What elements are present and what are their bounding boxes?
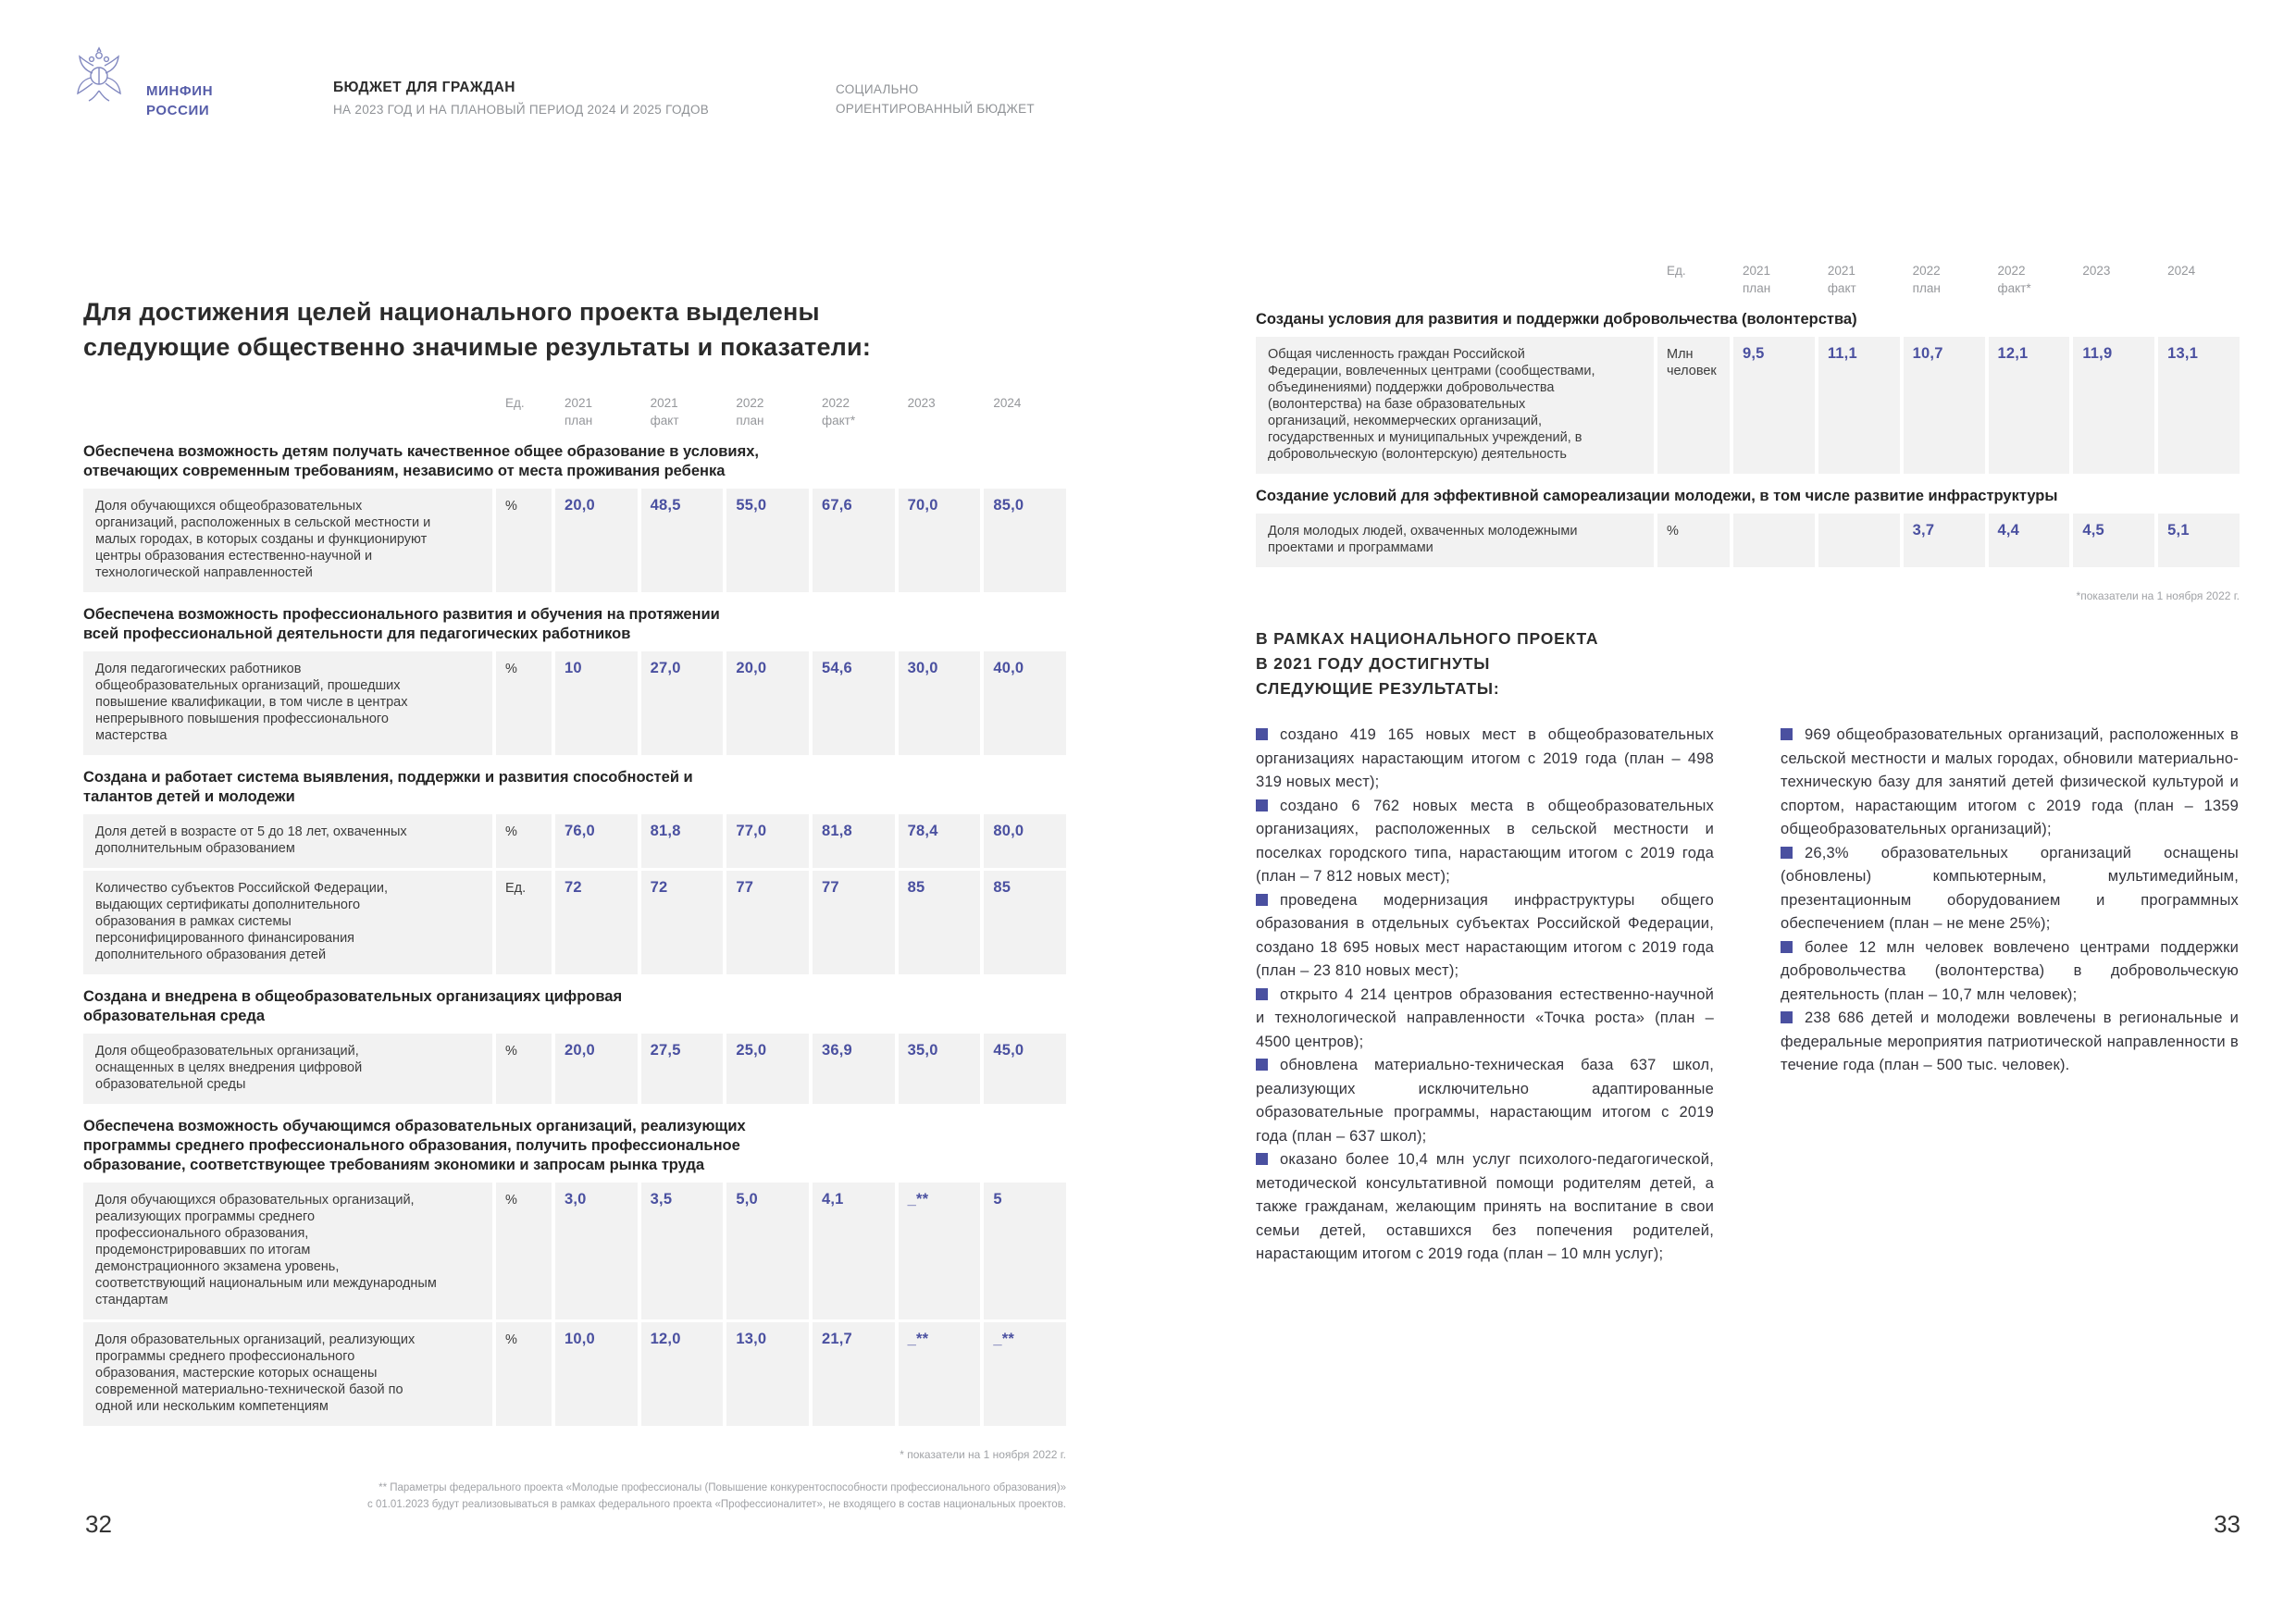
section-rows <box>1256 514 2240 567</box>
row-value: 9,5 <box>1733 337 1815 474</box>
section-heading: Создание условий для эффективной самореализации молодежи, в том числе развитие инфраструктуры <box>1256 488 2058 504</box>
results-list-left <box>1256 724 1714 1267</box>
result-item <box>1781 724 2239 842</box>
indicators-table <box>1256 262 2240 567</box>
document-subtitle: НА 2023 ГОД И НА ПЛАНОВЫЙ ПЕРИОД 2024 И 2025 ГОДОВ <box>333 103 710 117</box>
row-unit: % <box>496 814 552 868</box>
column-header-year: 2022 <box>1912 264 1941 278</box>
table-row <box>83 489 1066 592</box>
row-value: 35,0 <box>899 1034 981 1104</box>
ministry-name <box>146 81 213 120</box>
row-value: 70,0 <box>899 489 981 592</box>
table-row <box>83 1034 1066 1104</box>
column-header <box>1904 262 1985 297</box>
column-header <box>984 394 1066 429</box>
row-value: 3,7 <box>1904 514 1985 567</box>
row-label: Доля педагогических работников общеобразовательных организаций, прошедших повышение квалификации, в том числе в центрах непрерывного повышения профессионального мастерства <box>83 651 492 755</box>
minfin-emblem-icon <box>70 43 128 108</box>
row-value <box>1733 514 1815 567</box>
document-title-block <box>333 80 709 117</box>
table-row <box>83 871 1066 974</box>
row-value: 4,5 <box>2073 514 2154 567</box>
table-row <box>83 1322 1066 1426</box>
indicators-table <box>83 394 1066 1426</box>
column-header-year: 2024 <box>993 396 1022 410</box>
row-value: 54,6 <box>813 651 895 755</box>
row-label: Количество субъектов Российской Федерации, выдающих сертификаты дополнительного образования в рамках системы персонифицированного финансирования дополнительного образования детей <box>83 871 492 974</box>
row-value: 85,0 <box>984 489 1066 592</box>
row-value: 4,1 <box>813 1183 895 1319</box>
row-value: 25,0 <box>726 1034 809 1104</box>
result-item <box>1256 984 1714 1055</box>
row-value: 10,7 <box>1904 337 1985 474</box>
result-item <box>1256 724 1714 795</box>
result-item <box>1256 1054 1714 1148</box>
footnote-double-asterisk <box>83 1480 1066 1513</box>
column-header <box>813 394 895 429</box>
row-value: 55,0 <box>726 489 809 592</box>
table-row <box>1256 514 2240 567</box>
section-heading: Создана и внедрена в общеобразовательных организациях цифровая образовательная среда <box>83 988 623 1024</box>
row-unit: % <box>496 1034 552 1104</box>
results-columns <box>1256 724 2240 1267</box>
bullet-square-icon <box>1256 728 1268 740</box>
row-value: 81,8 <box>641 814 724 868</box>
row-value: 77 <box>726 871 809 974</box>
result-item <box>1256 795 1714 889</box>
right-page <box>1256 262 2240 1267</box>
result-text: оказано более 10,4 млн услуг психолого-педагогической, методической консультативной помощи родителям детей, а также гражданам, желающим принять на воспитание в свои семьи детей, оставшихся без попечения родителей, нарастающим итогом с 2019 года (план – 10 млн услуг); <box>1256 1151 1714 1262</box>
ministry-name-line1: МИНФИН <box>146 83 214 99</box>
footnote-asterisk: * показатели на 1 ноября 2022 г. <box>900 1448 1066 1461</box>
section-heading: Обеспечена возможность профессионального развития и обучения на протяжении всей профессиональной деятельности для педагогических работников <box>83 606 720 642</box>
row-value: 85 <box>984 871 1066 974</box>
column-header <box>1818 262 1900 297</box>
row-value <box>1818 514 1900 567</box>
row-unit: % <box>496 1183 552 1319</box>
table-row <box>83 1183 1066 1319</box>
budget-type-line2: ОРИЕНТИРОВАННЫЙ БЮДЖЕТ <box>836 102 1035 116</box>
column-header-spacer <box>83 394 492 429</box>
result-text: проведена модернизация инфраструктуры общего образования в отдельных субъектах Российской Федерации, создано 18 695 новых мест нарастающим итогом с 2019 года (план – 23 810 новых мест); <box>1256 891 1714 979</box>
column-header-year: 2023 <box>2082 264 2111 278</box>
row-value: _** <box>899 1322 981 1426</box>
bullet-square-icon <box>1781 941 1793 953</box>
row-label: Общая численность граждан Российской Федерации, вовлеченных центрами (сообществами, объединениями) поддержки добровольчества (волонтерства) на базе образовательных организаций, некоммерческих организаций, государственных и муниципальных учреждений, в добровольческую (волонтерскую) деятельность <box>1256 337 1654 474</box>
row-value: 12,0 <box>641 1322 724 1426</box>
row-value: 80,0 <box>984 814 1066 868</box>
budget-type-line1: СОЦИАЛЬНО <box>836 82 919 96</box>
row-label: Доля молодых людей, охваченных молодежными проектами и программами <box>1256 514 1654 567</box>
bullet-square-icon <box>1781 847 1793 859</box>
page-title-line1: Для достижения целей национального проекта выделены <box>83 298 820 326</box>
column-header-spacer <box>1256 262 1654 297</box>
column-header <box>1989 262 2070 297</box>
result-text: более 12 млн человек вовлечено центрами поддержки добровольчества (волонтерства) в добровольческую деятельность (план – 10,7 млн человек); <box>1781 938 2239 1003</box>
section-heading: Создана и работает система выявления, поддержки и развития способностей и талантов детей и молодежи <box>83 769 693 805</box>
table-header-row <box>1256 262 2240 297</box>
section-rows <box>83 1034 1066 1104</box>
bullet-square-icon <box>1781 1011 1793 1023</box>
table-row <box>1256 337 2240 474</box>
section-rows <box>83 651 1066 755</box>
result-item <box>1256 1148 1714 1267</box>
bullet-square-icon <box>1256 1059 1268 1071</box>
column-header-sub: план <box>565 414 593 427</box>
row-value: 5 <box>984 1183 1066 1319</box>
row-unit: % <box>1657 514 1730 567</box>
row-value: 20,0 <box>726 651 809 755</box>
row-value: 40,0 <box>984 651 1066 755</box>
section-rows <box>83 814 1066 974</box>
row-value: 76,0 <box>555 814 638 868</box>
row-value: 85 <box>899 871 981 974</box>
column-header <box>726 394 809 429</box>
result-text: открыто 4 214 центров образования естественно-научной и технологической направленности «Точка роста» (план – 4500 центров); <box>1256 985 1714 1050</box>
row-value: 10 <box>555 651 638 755</box>
section-heading: Обеспечена возможность детям получать качественное общее образование в условиях, отвечающих современным требованиям, независимо от места проживания ребенка <box>83 443 759 479</box>
column-header-year: 2022 <box>736 396 764 410</box>
result-text: 238 686 детей и молодежи вовлечены в региональные и федеральные мероприятия патриотической направленности в течение года (план – 500 тыс. человек). <box>1781 1010 2239 1073</box>
row-value: 36,9 <box>813 1034 895 1104</box>
bullet-square-icon <box>1256 799 1268 812</box>
column-header-sub: план <box>736 414 764 427</box>
results-heading-line2: В 2021 ГОДУ ДОСТИГНУТЫ <box>1256 654 1491 673</box>
table-header-row <box>83 394 1066 429</box>
row-value: _** <box>899 1183 981 1319</box>
page-number: 32 <box>85 1510 112 1538</box>
row-label: Доля образовательных организаций, реализующих программы среднего профессионального образования, мастерские которых оснащены современной материально-технической базой по одной или нескольким компетенциям <box>83 1322 492 1426</box>
row-unit: % <box>496 489 552 592</box>
row-value: 72 <box>641 871 724 974</box>
row-value: 77 <box>813 871 895 974</box>
left-page <box>83 294 1066 1513</box>
row-value: 12,1 <box>1989 337 2070 474</box>
column-header-year: 2023 <box>907 396 936 410</box>
results-heading-line3: СЛЕДУЮЩИЕ РЕЗУЛЬТАТЫ: <box>1256 679 1500 698</box>
column-header-year: 2021 <box>650 396 678 410</box>
row-unit: % <box>496 651 552 755</box>
column-header <box>641 394 724 429</box>
column-header-sub: план <box>1743 281 1771 295</box>
column-header-sub: факт* <box>821 414 856 427</box>
column-header <box>496 394 552 429</box>
row-value: 3,0 <box>555 1183 638 1319</box>
bullet-square-icon <box>1781 728 1793 740</box>
row-label: Доля общеобразовательных организаций, оснащенных в целях внедрения цифровой образовательной среды <box>83 1034 492 1104</box>
row-value: 5,1 <box>2158 514 2240 567</box>
row-value: 72 <box>555 871 638 974</box>
column-header-year: Ед. <box>1667 264 1686 278</box>
column-header-sub: факт <box>1827 281 1856 295</box>
column-header-year: 2022 <box>821 396 850 410</box>
column-header <box>899 394 981 429</box>
column-header-sub: факт <box>650 414 679 427</box>
result-item <box>1781 936 2239 1008</box>
column-header-sub: факт* <box>1997 281 2031 295</box>
column-header-year: 2021 <box>1743 264 1771 278</box>
section-rows <box>83 489 1066 592</box>
column-header <box>2158 262 2240 297</box>
budget-type-label <box>836 80 1035 118</box>
table-row <box>83 651 1066 755</box>
column-header-year: 2024 <box>2167 264 2196 278</box>
row-value: 10,0 <box>555 1322 638 1426</box>
row-value: 81,8 <box>813 814 895 868</box>
row-value: 21,7 <box>813 1322 895 1426</box>
column-header <box>1733 262 1815 297</box>
row-unit: Ед. <box>496 871 552 974</box>
row-value: 27,0 <box>641 651 724 755</box>
document-title: БЮДЖЕТ ДЛЯ ГРАЖДАН <box>333 80 515 95</box>
section-heading: Созданы условия для развития и поддержки добровольчества (волонтерства) <box>1256 311 1857 328</box>
column-header-sub: план <box>1912 281 1941 295</box>
row-label: Доля обучающихся общеобразовательных организаций, расположенных в сельской местности и малых городах, в которых созданы и функционируют центры образования естественно-научной и технологической направленностей <box>83 489 492 592</box>
results-heading-line1: В РАМКАХ НАЦИОНАЛЬНОГО ПРОЕКТА <box>1256 629 1599 648</box>
result-item <box>1781 1007 2239 1078</box>
row-value: 30,0 <box>899 651 981 755</box>
row-value: 20,0 <box>555 489 638 592</box>
row-value: 5,0 <box>726 1183 809 1319</box>
row-value: 13,0 <box>726 1322 809 1426</box>
column-header <box>555 394 638 429</box>
ministry-name-line2: РОССИИ <box>146 103 210 118</box>
page-title-line2: следующие общественно значимые результаты и показатели: <box>83 333 872 361</box>
column-header <box>2073 262 2154 297</box>
column-header <box>1657 262 1730 297</box>
footnote-double-asterisk-line2: с 01.01.2023 будут реализовываться в рамках федерального проекта «Профессионалитет», не входящего в состав национальных проектов. <box>367 1499 1066 1510</box>
row-value: 67,6 <box>813 489 895 592</box>
row-label: Доля обучающихся образовательных организаций, реализующих программы среднего профессионального образования, продемонстрировавших по итогам демонстрационного экзамена уровень, соответствующий национальным или международным стандартам <box>83 1183 492 1319</box>
result-text: 969 общеобразовательных организаций, расположенных в сельской местности и малых городах, обновили материально-техническую базу для занятий детей физической культурой и спортом, нарастающим итогом с 2019 года (план – 1359 общеобразовательных организаций); <box>1781 726 2239 837</box>
row-value: 45,0 <box>984 1034 1066 1104</box>
footnote-asterisk: *показатели на 1 ноября 2022 г. <box>2076 589 2240 602</box>
row-value: 77,0 <box>726 814 809 868</box>
result-item <box>1256 889 1714 984</box>
row-unit: % <box>496 1322 552 1426</box>
result-text: обновлена материально-техническая база 637 школ, реализующих исключительно адаптированные образовательные программы, нарастающим итогом с 2019 года (план – 637 школ); <box>1256 1057 1714 1145</box>
page-title <box>83 294 1066 365</box>
row-value: 4,4 <box>1989 514 2070 567</box>
row-value: _** <box>984 1322 1066 1426</box>
table-row <box>83 814 1066 868</box>
results-heading <box>1256 626 2240 701</box>
row-value: 48,5 <box>641 489 724 592</box>
page-number: 33 <box>2214 1510 2240 1538</box>
row-value: 11,9 <box>2073 337 2154 474</box>
result-text: создано 419 165 новых мест в общеобразовательных организациях нарастающим итогом с 2019 года (план – 498 319 новых мест); <box>1256 726 1714 790</box>
row-value: 78,4 <box>899 814 981 868</box>
bullet-square-icon <box>1256 988 1268 1000</box>
bullet-square-icon <box>1256 894 1268 906</box>
column-header-year: Ед. <box>505 396 525 410</box>
results-list-right <box>1781 724 2239 1267</box>
footnote-double-asterisk-line1: ** Параметры федерального проекта «Молодые профессионалы (Повышение конкурентоспособности профессионального образования)» <box>379 1482 1066 1493</box>
row-label: Доля детей в возрасте от 5 до 18 лет, охваченных дополнительным образованием <box>83 814 492 868</box>
row-value: 11,1 <box>1818 337 1900 474</box>
row-value: 27,5 <box>641 1034 724 1104</box>
row-value: 13,1 <box>2158 337 2240 474</box>
column-header-year: 2021 <box>565 396 593 410</box>
result-text: 26,3% образовательных организаций оснащены (обновлены) компьютерным, мультимедийным, презентационным оборудованием и программных обеспечением (план – не мене 25%); <box>1781 844 2239 932</box>
bullet-square-icon <box>1256 1153 1268 1165</box>
section-heading: Обеспечена возможность обучающимся образовательных организаций, реализующих программы среднего профессионального образования, получить профессиональное образование, соответствующее требованиям экономики и запросам рынка труда <box>83 1118 746 1173</box>
column-header-year: 2021 <box>1827 264 1855 278</box>
row-value: 3,5 <box>641 1183 724 1319</box>
section-rows <box>1256 337 2240 474</box>
result-text: создано 6 762 новых места в общеобразовательных организациях, расположенных в сельской местности и поселках городского типа, нарастающим итогом с 2019 года (план – 7 812 новых мест); <box>1256 797 1714 885</box>
row-unit: Млн человек <box>1657 337 1730 474</box>
row-value: 20,0 <box>555 1034 638 1104</box>
column-header-year: 2022 <box>1997 264 2026 278</box>
result-item <box>1781 842 2239 936</box>
section-rows <box>83 1183 1066 1426</box>
